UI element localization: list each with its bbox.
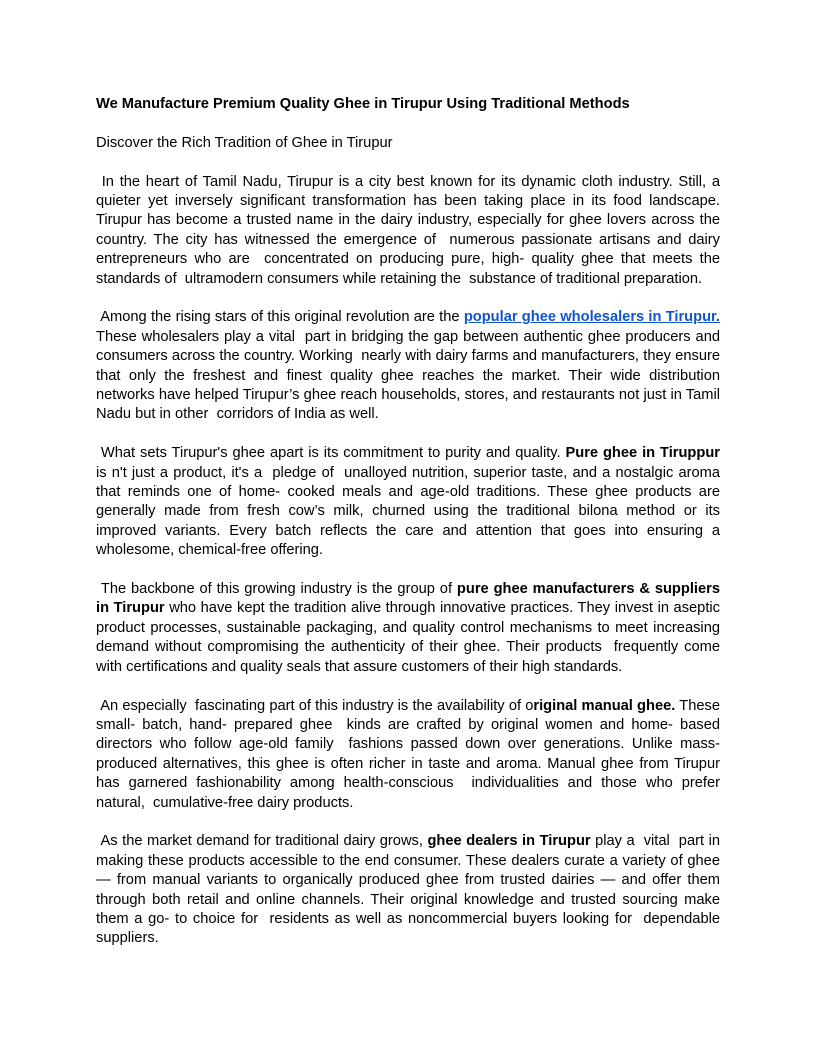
paragraph-text: play a vital part in making these products accessible to the end consumer. These dealers curate a variety of ghee — from manual variants to organically produced ghee from trusted dairies — and offer them through both retail and online channels. Their original knowledge and trusted sourcing make them a go- to choice for residents as well as noncommercial buyers looking for dependable suppliers. [96, 833, 725, 947]
paragraph-manual-ghee [96, 697, 725, 813]
paragraph-text: In the heart of Tamil Nadu, Tirupur is a city best known for its dynamic cloth industry. Still, a quieter yet inversely significant transformation has been taking place in its food landscape. Tirupur has become a trusted name in the dairy industry, especially for ghee lovers across the country. The city has witnessed the emergence of numerous passionate artisans and dairy entrepreneurs who are concentrated on producing pure, high- quality ghee that meets the standards of ultramodern consumers while retaining the substance of traditional preparation. [96, 173, 725, 287]
page-subtitle: Discover the Rich Tradition of Ghee in Tirupur [96, 134, 393, 151]
page-title: We Manufacture Premium Quality Ghee in Tirupur Using Traditional Methods [96, 96, 630, 112]
paragraph-text: The backbone of this growing industry is the group of [96, 581, 457, 598]
paragraph-dealers [96, 832, 725, 948]
paragraph-text: These small- batch, hand- prepared ghee kinds are crafted by original women and home- based directors who follow age-old family fashions passed down over generations. Unlike mass-produced alternatives, this ghee is often richer in taste and aroma. Manual ghee from Tirupur has garnered fashionability among health-conscious individualities and those who prefer natural, cumulative-free dairy products. [96, 697, 725, 811]
bold-phrase: pure ghee manufacturers & suppliers in Tirupur [96, 581, 725, 617]
wholesalers-link[interactable]: popular ghee wholesalers in Tirupur. [463, 309, 720, 326]
paragraph-manufacturers [96, 580, 725, 677]
bold-phrase: Pure ghee in Tiruppur [565, 445, 720, 462]
paragraph-text: who have kept the tradition alive through innovative practices. They invest in aseptic product processes, sustainable packaging, and quality control mechanisms to meet increasing demand without compromising the authenticity of their ghee. Their products frequently come with certifications and quality seals that assure customers of their high standards. [96, 600, 725, 675]
paragraph-text: is n't just a product, it's a pledge of unalloyed nutrition, superior taste, and a nostalgic aroma that reminds one of home- cooked meals and age-old traditions. These ghee products are generally made from fresh cow’s milk, churned using the traditional bilona method or its improved variants. Every batch reflects the care and attention that goes into ensuring a wholesome, chemical-free offering. [96, 445, 725, 559]
paragraph-text: These wholesalers play a vital part in bridging the gap between authentic ghee producers and consumers across the country. Working nearly with dairy farms and manufacturers, they ensure that only the freshest and finest quality ghee reaches the market. Their wide distribution networks have helped Tirupur’s ghee reach households, stores, and restaurants not just in Tamil Nadu but in other corridors of India as well. [96, 309, 725, 423]
paragraph-text: As the market demand for traditional dairy grows, [96, 833, 428, 850]
paragraph-text: An especially fascinating part of this industry is the availability of o [96, 697, 534, 714]
bold-phrase: ghee dealers in Tirupur [427, 833, 591, 850]
bold-phrase: riginal manual ghee. [533, 697, 676, 714]
paragraph-wholesalers [96, 308, 725, 424]
paragraph-purity [96, 444, 725, 560]
paragraph-text: What sets Tirupur's ghee apart is its commitment to purity and quality. [96, 445, 566, 462]
paragraph-text: Among the rising stars of this original revolution are the [96, 309, 464, 326]
document-page [96, 95, 725, 968]
paragraph-intro [96, 173, 725, 289]
